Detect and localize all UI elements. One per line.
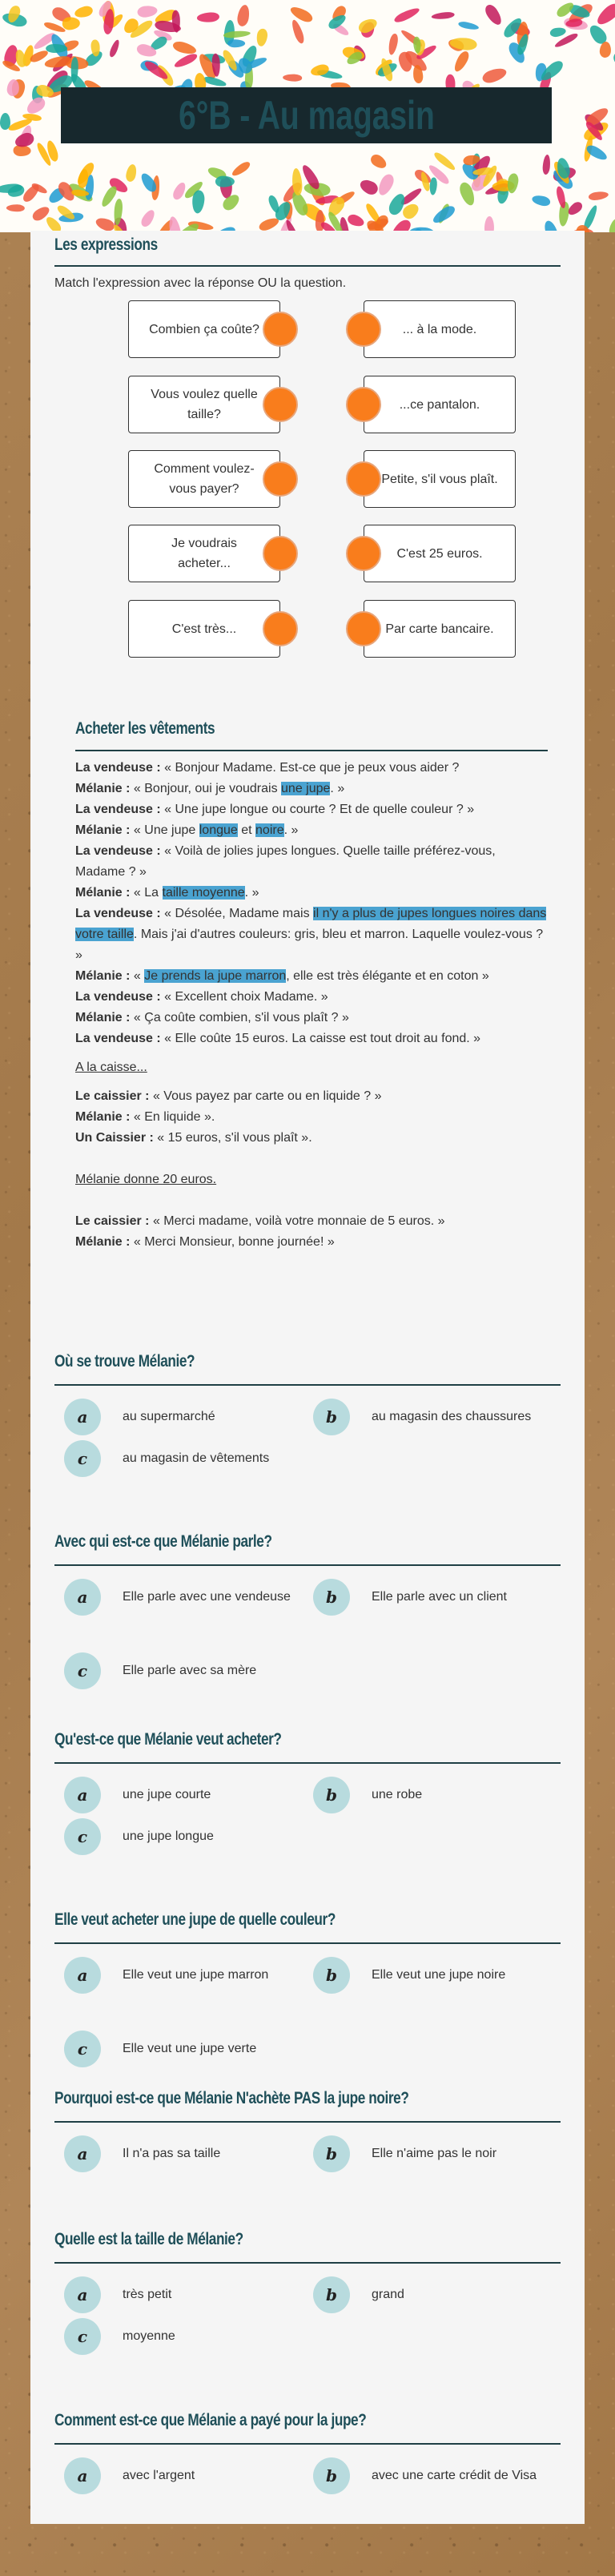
divider [54,1762,561,1764]
leaf-decoration [481,66,508,86]
answer-option-b[interactable] [313,2276,553,2313]
leaf-decoration [21,183,42,204]
option-text: avec l'argent [123,2469,195,2482]
option-text: moyenne [123,2329,175,2343]
leaf-decoration [594,1,615,28]
match-left-item[interactable]: Comment voulez-vous payer? [128,450,280,508]
answer-option-a[interactable] [64,2135,304,2172]
option-text: Elle n'aime pas le noir [372,2147,497,2160]
option-letter-badge: a [64,1777,101,1813]
leaf-decoration [483,2,504,27]
answer-option-c[interactable] [64,1818,304,1855]
match-left-item[interactable]: C'est très... [128,600,280,658]
dialogue-line: La vendeuse : « Elle coûte 15 euros. La caisse est tout droit au fond. » [75,1032,481,1045]
option-letter-badge: a [64,2135,101,2172]
leaf-decoration [358,178,380,198]
question-title: Comment est-ce que Mélanie a payé pour la jupe? [54,2411,367,2429]
leaf-decoration [196,12,219,23]
leaf-decoration [173,51,199,70]
option-text: Elle parle avec un client [372,1590,507,1604]
match-right-item[interactable]: ...ce pantalon. [364,376,516,433]
header-floral-background [0,0,615,232]
action-note: Mélanie donne 20 euros. [75,1173,217,1186]
match-right-item[interactable]: Par carte bancaire. [364,600,516,658]
title-banner [61,87,552,143]
answer-option-a[interactable] [64,2276,304,2313]
dialogue-line: La vendeuse : « Voilà de jolies jupes longues. Quelle taille préférez-vous, Madame ? » [75,844,496,879]
question-title: Avec qui est-ce que Mélanie parle? [54,1532,272,1551]
question-title: Pourquoi est-ce que Mélanie N'achète PAS la jupe noire? [54,2089,409,2107]
match-left-item[interactable]: Combien ça coûte? [128,300,280,358]
option-letter-badge: c [64,2031,101,2067]
dialogue-line: Mélanie : « Bonjour, oui je voudrais une jupe. » [75,782,345,795]
connector-dot[interactable] [346,461,381,497]
leaf-decoration [290,18,306,45]
answer-option-c[interactable] [64,1440,304,1477]
connector-dot[interactable] [263,387,298,422]
highlighted-text: noire [255,823,284,837]
speaker-label: Mélanie : [75,1110,131,1124]
option-text: Elle parle avec une vendeuse [123,1590,291,1604]
option-text: au magasin des chaussures [372,1410,532,1423]
leaf-decoration [125,163,139,183]
option-letter-badge: b [313,1957,350,1994]
leaf-decoration [611,50,615,70]
answer-option-a[interactable] [64,1399,304,1435]
leaf-decoration [236,3,251,27]
question-title: Où se trouve Mélanie? [54,1352,195,1371]
leaf-decoration [255,28,268,46]
leaf-decoration [94,215,116,232]
match-right-item[interactable]: Petite, s'il vous plaît. [364,450,516,508]
connector-dot[interactable] [263,312,298,347]
connector-dot[interactable] [263,611,298,646]
option-letter-badge: b [313,2457,350,2494]
leaf-decoration [191,189,206,214]
option-letter-badge: a [64,1579,101,1616]
option-text: Elle veut une jupe marron [123,1968,269,1982]
speaker-label: Le caissier : [75,1214,150,1228]
highlighted-text: taille moyenne [162,886,245,900]
leaf-decoration [137,5,158,18]
dialogue-line: Mélanie : « Ça coûte combien, s'il vous plaît ? » [75,1011,349,1024]
dialogue-line: Mélanie : « Merci Monsieur, bonne journée! » [75,1235,335,1249]
dialogue-line: La vendeuse : « Une jupe longue ou courte ? Et de quelle couleur ? » [75,803,475,816]
leaf-decoration [542,155,551,175]
highlighted-text: Je prends la jupe marron [144,969,287,983]
leaf-decoration [368,152,388,171]
speaker-label: La vendeuse : [75,1032,161,1045]
answer-option-c[interactable] [64,2318,304,2355]
answer-option-b[interactable] [313,1957,553,1994]
dialogue-line: Mélanie : « Une jupe longue et noire. » [75,823,299,837]
dialogue-line: La vendeuse : « Désolée, Madame mais il n'y a plus de jupes longues noires dans votre taille. Mais j'ai d'autres couleurs: gris, bleu et marron. Laquelle voulez-vous ? » [75,907,547,962]
option-text: au supermarché [123,1410,215,1423]
option-text: une jupe longue [123,1829,214,1843]
option-letter-badge: a [64,2276,101,2313]
divider [54,2443,561,2445]
leaf-decoration [357,16,380,35]
leaf-decoration [62,17,80,30]
leaf-decoration [507,172,521,194]
answer-option-b[interactable] [313,1579,553,1616]
dialogue-line: Mélanie : « Je prends la jupe marron, elle est très élégante et en coton » [75,969,489,983]
dialogue-text [75,758,548,1253]
dialogue-line: Le caissier : « Merci madame, voilà votre monnaie de 5 euros. » [75,1214,445,1228]
connector-dot[interactable] [346,312,381,347]
leaf-decoration [588,190,609,201]
option-letter-badge: c [64,1652,101,1689]
match-right-item[interactable]: ... à la mode. [364,300,516,358]
divider [54,1384,561,1386]
option-letter-badge: b [313,2276,350,2313]
leaf-decoration [375,172,396,198]
divider [54,265,561,267]
answer-option-b[interactable] [313,2457,553,2494]
divider [54,2262,561,2264]
question-title: Qu'est-ce que Mélanie veut acheter? [54,1730,282,1749]
instructions: Match l'expression avec la réponse OU la question. [54,276,347,290]
answer-option-a[interactable] [64,1777,304,1813]
answer-option-a[interactable] [64,2457,304,2494]
match-right-item[interactable]: C'est 25 euros. [364,525,516,582]
option-text: très petit [123,2288,172,2301]
speaker-label: La vendeuse : [75,990,161,1004]
highlighted-text: longue [199,823,238,837]
leaf-decoration [167,215,183,232]
answer-option-a[interactable] [64,1957,304,1994]
leaf-decoration [299,163,322,191]
option-letter-badge: b [313,1399,350,1435]
option-text: avec une carte crédit de Visa [372,2469,537,2482]
highlighted-text: il n'y a plus de jupes longues noires dans votre taille [75,907,547,941]
leaf-decoration [531,194,551,207]
divider [54,1942,561,1944]
option-text: au magasin de vêtements [123,1451,270,1465]
connector-dot[interactable] [346,387,381,422]
speaker-label: Mélanie : [75,886,131,900]
dialogue-line: La vendeuse : « Bonjour Madame. Est-ce que je peux vous aider ? [75,761,460,775]
divider [54,2121,561,2123]
speaker-label: Mélanie : [75,1011,131,1024]
leaf-decoration [73,4,94,19]
answer-option-a[interactable] [64,1579,304,1616]
answer-option-b[interactable] [313,1777,553,1813]
leaf-decoration [6,204,26,212]
option-letter-badge: b [313,1777,350,1813]
leaf-decoration [549,26,567,38]
connector-dot[interactable] [263,536,298,571]
question-title: Quelle est la taille de Mélanie? [54,2230,243,2248]
dialogue-line: La vendeuse : « Excellent choix Madame. » [75,990,328,1004]
leaf-decoration [283,74,303,82]
dialogue-line: Un Caissier : « 15 euros, s'il vous plaît ». [75,1131,312,1145]
option-text: Elle parle avec sa mère [123,1664,257,1677]
leaf-decoration [606,215,615,232]
leaf-decoration [387,34,399,56]
dialogue-line: Mélanie : « En liquide ». [75,1110,215,1124]
leaf-decoration [108,39,121,59]
option-letter-badge: a [64,2457,101,2494]
option-text: une jupe courte [123,1788,211,1801]
divider [54,1564,561,1566]
question-title: Elle veut acheter une jupe de quelle couleur? [54,1910,336,1929]
option-text: Elle veut une jupe noire [372,1968,506,1982]
content-card [30,231,585,2524]
connector-dot[interactable] [346,611,381,646]
option-letter-badge: a [64,1399,101,1435]
answer-option-c[interactable] [64,1652,304,1689]
answer-option-b[interactable] [313,1399,553,1435]
answer-option-c[interactable] [64,2031,304,2067]
leaf-decoration [231,160,252,179]
option-letter-badge: c [64,1818,101,1855]
highlighted-text: une jupe [281,782,331,795]
speaker-label: La vendeuse : [75,907,161,920]
leaf-decoration [392,6,420,25]
option-text: Il n'a pas sa taille [123,2147,221,2160]
speaker-label: Mélanie : [75,823,131,837]
section-title: Les expressions [54,235,158,254]
option-text: une robe [372,1788,423,1801]
match-left-item[interactable]: Vous voulez quelle taille? [128,376,280,433]
section-title: Acheter les vêtements [75,719,215,738]
speaker-label: Mélanie : [75,782,131,795]
speaker-label: Mélanie : [75,969,131,983]
option-letter-badge: b [313,1579,350,1616]
connector-dot[interactable] [346,536,381,571]
answer-option-b[interactable] [313,2135,553,2172]
speaker-label: La vendeuse : [75,761,161,775]
leaf-decoration [227,39,245,47]
option-letter-badge: b [313,2135,350,2172]
option-letter-badge: c [64,2318,101,2355]
connector-dot[interactable] [263,461,298,497]
dialogue-line: Le caissier : « Vous payez par carte ou en liquide ? » [75,1089,382,1103]
speaker-label: Un Caissier : [75,1131,154,1145]
subheading-caisse: A la caisse... [75,1061,147,1074]
leaf-decoration [346,213,365,229]
divider [75,750,548,751]
option-text: Elle veut une jupe verte [123,2042,257,2055]
dialogue-line: Mélanie : « La taille moyenne. » [75,886,259,900]
speaker-label: Le caissier : [75,1089,150,1103]
speaker-label: Mélanie : [75,1235,131,1249]
page-title: 6°B - Au magasin [178,93,435,138]
leaf-decoration [452,50,472,74]
leaf-decoration [139,207,157,227]
option-letter-badge: c [64,1440,101,1477]
leaf-decoration [431,11,455,20]
option-text: grand [372,2288,404,2301]
speaker-label: La vendeuse : [75,803,161,816]
speaker-label: La vendeuse : [75,844,161,858]
match-left-item[interactable]: Je voudrais acheter... [128,525,280,582]
option-letter-badge: a [64,1957,101,1994]
leaf-decoration [458,21,480,31]
